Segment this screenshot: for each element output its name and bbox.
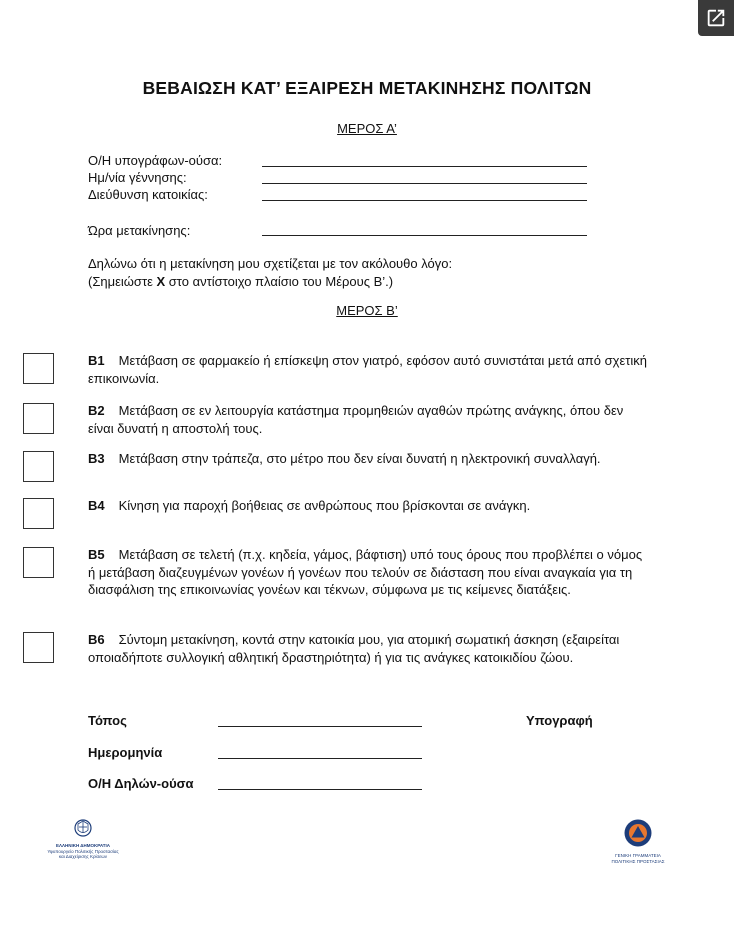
option-code: B4 bbox=[88, 498, 105, 513]
checkbox-b3[interactable] bbox=[23, 451, 54, 482]
address-field[interactable] bbox=[262, 200, 587, 201]
option-code: B3 bbox=[88, 451, 105, 466]
signer-name-field[interactable] bbox=[262, 166, 587, 167]
logo-left-line-3: και Διαχείρισης Κρίσεων bbox=[58, 854, 108, 859]
option-code: B2 bbox=[88, 403, 105, 418]
declaration-post: στο αντίστοιχο πλαίσιο του Μέρους Β’.) bbox=[165, 274, 394, 289]
movement-time-field[interactable] bbox=[262, 235, 587, 236]
checkbox-b1[interactable] bbox=[23, 353, 54, 384]
place-label: Τόπος bbox=[88, 713, 127, 728]
checkbox-b4[interactable] bbox=[23, 498, 54, 529]
option-text: Σύντομη μετακίνηση, κοντά στην κατοικία μου, για ατομική σωματική άσκηση (εξαιρείται οποιαδήποτε συλλογική αθλητική δραστηριότητα) ή για τις ανάγκες κατοικιδίου ζώου. bbox=[88, 632, 620, 665]
declaration-line-2 bbox=[88, 273, 452, 291]
signature-label: Υπογραφή bbox=[526, 713, 593, 728]
option-b1 bbox=[88, 352, 648, 387]
field-label-address: Διεύθυνση κατοικίας: bbox=[88, 187, 208, 202]
field-label-time: Ώρα μετακίνησης: bbox=[88, 223, 191, 238]
document-title: ΒΕΒΑΙΩΣΗ ΚΑΤ’ ΕΞΑΙΡΕΣΗ ΜΕΤΑΚΙΝΗΣΗΣ ΠΟΛΙΤΩΝ bbox=[142, 78, 592, 98]
checkbox-b5[interactable] bbox=[23, 547, 54, 578]
declaration-line-1: Δηλώνω ότι η μετακίνηση μου σχετίζεται με τον ακόλουθο λόγο: bbox=[88, 256, 453, 271]
greek-emblem-icon bbox=[72, 818, 94, 838]
checkbox-b2[interactable] bbox=[23, 403, 54, 434]
open-external-button[interactable] bbox=[698, 0, 734, 36]
option-b3 bbox=[88, 450, 648, 468]
option-code: B1 bbox=[88, 353, 105, 368]
civil-protection-emblem-icon bbox=[623, 818, 653, 848]
birthdate-field[interactable] bbox=[262, 183, 587, 184]
logo-right-line-1: ΓΕΝΙΚΗ ΓΡΑΜΜΑΤΕΙΑ bbox=[615, 853, 661, 858]
option-text: Μετάβαση σε φαρμακείο ή επίσκεψη στον γιατρό, εφόσον αυτό συνιστάται μετά από σχετική επικοινωνία. bbox=[88, 353, 647, 386]
declaration-text bbox=[88, 255, 452, 291]
logo-left-line-1: ΕΛΛΗΝΙΚΗ ΔΗΜΟΚΡΑΤΙΑ bbox=[55, 843, 111, 848]
field-label-birthdate: Ημ/νία γέννησης: bbox=[88, 170, 187, 185]
logo-left-line-2: Υφυπουργείο Πολιτικής Προστασίας bbox=[47, 848, 119, 854]
part-b-heading: ΜΕΡΟΣ Β’ bbox=[336, 303, 398, 318]
declaration-pre: (Σημειώστε bbox=[88, 274, 157, 289]
external-link-icon bbox=[705, 7, 727, 29]
part-a-heading: ΜΕΡΟΣ Α’ bbox=[337, 121, 397, 136]
date-label: Ημερομηνία bbox=[88, 745, 163, 760]
option-b5 bbox=[88, 546, 648, 599]
option-code: B5 bbox=[88, 547, 105, 562]
option-b4 bbox=[88, 497, 648, 515]
option-text: Κίνηση για παροχή βοήθειας σε ανθρώπους που βρίσκονται σε ανάγκη. bbox=[118, 498, 531, 513]
option-text: Μετάβαση στην τράπεζα, στο μέτρο που δεν είναι δυνατή η ηλεκτρονική συναλλαγή. bbox=[118, 451, 601, 466]
option-b6 bbox=[88, 631, 648, 666]
date-field[interactable] bbox=[218, 758, 422, 759]
option-text: Μετάβαση σε τελετή (π.χ. κηδεία, γάμος, βάφτιση) υπό τους όρους που προβλέπει ο νόμος ή μετάβαση διαζευγμένων γονέων ή γονέων που τελούν σε διάσταση που είναι αναγκαία για τη διασφάλιση της επικοινωνίας γονέων και τέκνων, σύμφωνα με τις κείμενες διατάξεις. bbox=[88, 547, 643, 597]
declarant-label: Ο/Η Δηλών-ούσα bbox=[88, 776, 194, 791]
declaration-mark: X bbox=[156, 274, 166, 289]
declarant-field[interactable] bbox=[218, 789, 422, 790]
logo-right-line-2: ΠΟΛΙΤΙΚΗΣ ΠΡΟΣΤΑΣΙΑΣ bbox=[611, 858, 665, 864]
field-label-signer: Ο/Η υπογράφων-ούσα: bbox=[88, 153, 223, 168]
place-field[interactable] bbox=[218, 726, 422, 727]
hellenic-republic-logo bbox=[38, 818, 128, 860]
checkbox-b6[interactable] bbox=[23, 632, 54, 663]
option-text: Μετάβαση σε εν λειτουργία κατάστημα προμηθειών αγαθών πρώτης ανάγκης, όπου δεν είναι δυνατή η αποστολή τους. bbox=[88, 403, 624, 436]
option-b2 bbox=[88, 402, 648, 437]
option-code: B6 bbox=[88, 632, 105, 647]
civil-protection-logo bbox=[606, 818, 670, 864]
